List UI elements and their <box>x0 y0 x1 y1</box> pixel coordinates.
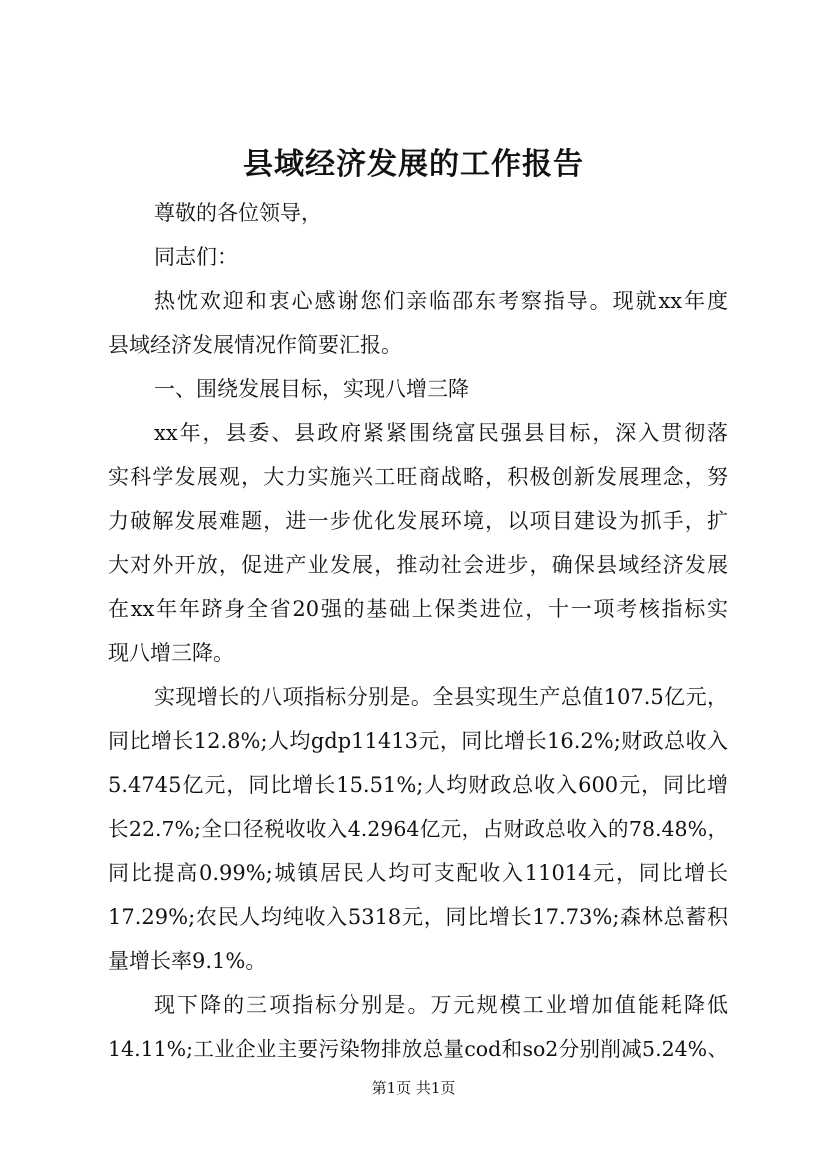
body-line: 实现增长的八项指标分别是。全县实现生产总值107.5亿元， <box>154 685 728 709</box>
body-line: 尊敬的各位领导， <box>154 201 322 225</box>
body-line: 现八增三降。 <box>108 641 234 665</box>
body-line: 力破解发展难题，进一步优化发展环境，以项目建设为抓手，扩 <box>108 509 728 533</box>
body-line: 大对外开放，促进产业发展，推动社会进步，确保县域经济发展 <box>108 553 728 577</box>
body-line: 同比增长12.8%;人均gdp11413元，同比增长16.2%;财政总收入 <box>108 729 728 753</box>
body-line: 实科学发展观，大力实施兴工旺商战略，积极创新发展理念，努 <box>108 465 728 489</box>
page-footer: 第1页 共1页 <box>371 1079 456 1097</box>
body-line: 同志们： <box>154 245 238 269</box>
body-line: 热忱欢迎和衷心感谢您们亲临邵东考察指导。现就xx年度 <box>154 289 728 313</box>
body-line: xx年，县委、县政府紧紧围绕富民强县目标，深入贯彻落 <box>154 421 728 445</box>
body-line: 县域经济发展情况作简要汇报。 <box>108 333 402 357</box>
body-line: 14.11%;工业企业主要污染物排放总量cod和so2分别削减5.24%、 <box>108 1037 728 1061</box>
body-line: 长22.7%;全口径税收收入4.2964亿元，占财政总收入的78.48%， <box>108 817 728 841</box>
body-line: 5.4745亿元，同比增长15.51%;人均财政总收入600元，同比增 <box>108 773 728 797</box>
document-title: 县域经济发展的工作报告 <box>243 147 584 182</box>
document-body <box>108 191 728 1071</box>
body-line: 17.29%;农民人均纯收入5318元，同比增长17.73%;森林总蓄积 <box>108 905 728 929</box>
body-line: 现下降的三项指标分别是。万元规模工业增加值能耗降低 <box>154 993 728 1017</box>
body-line: 一、围绕发展目标，实现八增三降 <box>154 377 469 401</box>
body-line: 同比提高0.99%;城镇居民人均可支配收入11014元，同比增长 <box>108 861 728 885</box>
body-line: 量增长率9.1%。 <box>108 949 267 973</box>
body-line: 在xx年年跻身全省20强的基础上保类进位，十一项考核指标实 <box>108 597 728 621</box>
